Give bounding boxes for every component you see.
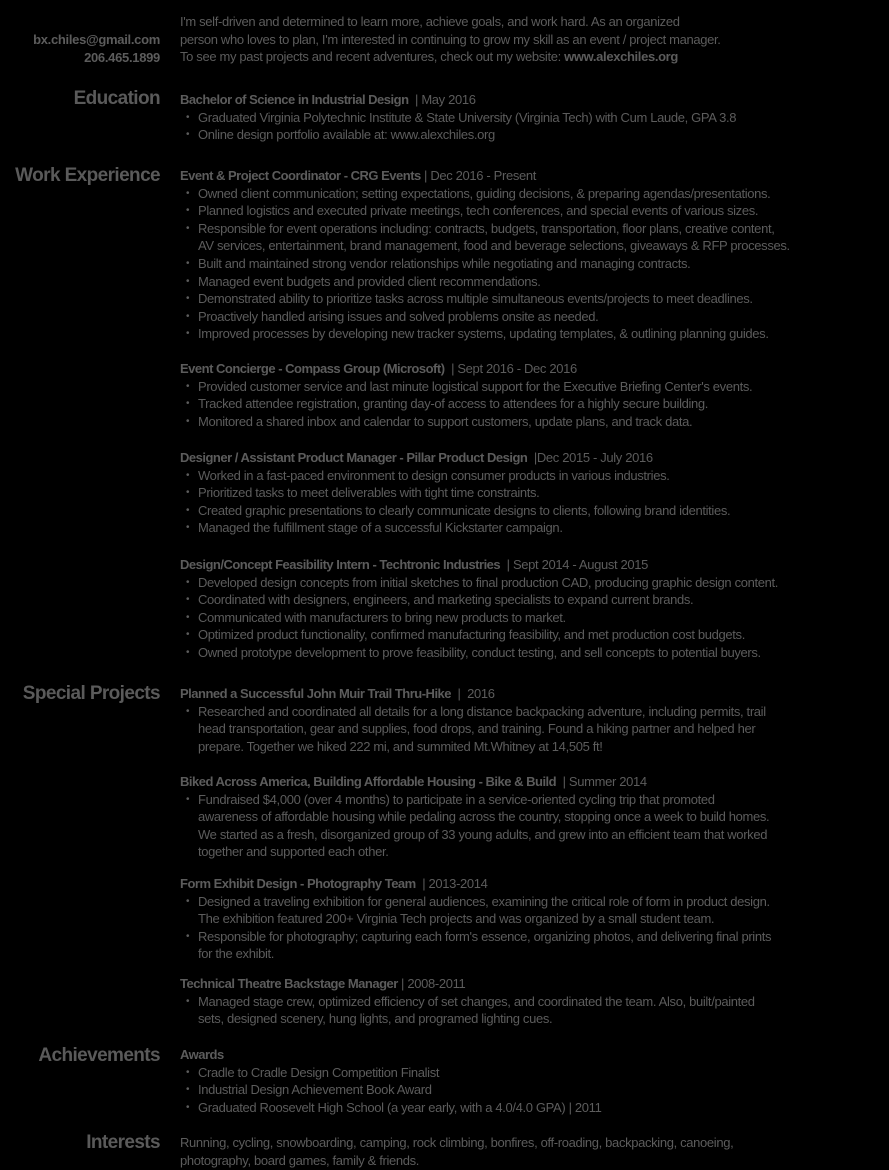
project-bullets	[180, 703, 889, 756]
project-bullets	[180, 791, 889, 861]
bullet-text: sets, designed scenery, hung lights, and programed lighting cues.	[198, 1011, 553, 1027]
bullet-text: • Provided customer service and last minute logistical support for the Executive Briefing Center's events.	[198, 378, 753, 394]
job-bullets	[180, 378, 889, 431]
list-item	[180, 703, 889, 756]
bullet-text: • Communicated with manufacturers to bring new products to market.	[198, 609, 566, 625]
work-job-2	[180, 360, 889, 430]
interests-section	[180, 1134, 889, 1169]
section-heading-education: Education	[73, 88, 160, 109]
job-name: Event Concierge - Compass Group (Microsoft)	[180, 361, 445, 376]
bullet-text: • Optimized product functionality, confirmed manufacturing feasibility, and met production cost budgets.	[198, 627, 745, 643]
contact-block	[33, 31, 160, 66]
list-item	[180, 126, 889, 144]
job-bullets	[180, 574, 889, 662]
list-item	[180, 185, 889, 203]
phone: 206.465.1899	[84, 49, 160, 65]
project-title	[180, 773, 889, 791]
degree-title	[180, 91, 889, 109]
bullet-text: • Responsible for event operations including: contracts, budgets, transportation, floor plans, creative content,	[198, 220, 775, 236]
project-title	[180, 685, 889, 703]
work-job-1	[180, 167, 889, 343]
list-item	[180, 519, 889, 537]
education-bullets	[180, 109, 889, 144]
job-date: |Dec 2015 - July 2016	[527, 450, 653, 465]
project-3	[180, 875, 889, 963]
bullet-text: • Owned client communication; setting expectations, guiding decisions, & preparing agendas/presentations.	[198, 185, 771, 201]
list-item	[180, 484, 889, 502]
list-item	[180, 325, 889, 343]
project-name: Biked Across America, Building Affordable Housing - Bike & Build	[180, 774, 557, 789]
awards-bullets	[180, 1064, 889, 1117]
bullet-text: • Cradle to Cradle Design Competition Finalist	[198, 1064, 440, 1080]
section-heading-achievements: Achievements	[38, 1045, 160, 1066]
intro-line-2: person who loves to plan, I'm interested in continuing to grow my skill as an event / project manager.	[180, 31, 721, 47]
interests-line-2: photography, board games, family & friends.	[180, 1152, 420, 1168]
list-item	[180, 395, 889, 413]
work-job-3	[180, 449, 889, 537]
project-bullets	[180, 893, 889, 963]
list-item	[180, 591, 889, 609]
job-title	[180, 449, 889, 467]
bullet-text: • Demonstrated ability to prioritize tasks across multiple simultaneous events/projects to meet deadlines.	[198, 291, 753, 307]
list-item	[180, 255, 889, 273]
intro	[180, 13, 889, 66]
intro-text: To see my past projects and recent adventures, check out my website:	[180, 49, 565, 65]
job-name: Designer / Assistant Product Manager - Pillar Product Design	[180, 450, 528, 465]
bullet-text: head transportation, gear and supplies, food drops, and training. Found a hiking partner and helped her	[198, 721, 756, 737]
bullet-text: • Designed a traveling exhibition for general audiences, examining the critical role of form in product design.	[198, 893, 770, 909]
bullet-text: for the exhibit.	[198, 946, 275, 962]
bullet-text: • Responsible for photography; capturing each form's essence, organizing photos, and delivering final prints	[198, 928, 772, 944]
job-title	[180, 556, 889, 574]
job-bullets	[180, 467, 889, 537]
project-2	[180, 773, 889, 861]
bullet-text: • Prioritized tasks to meet deliverables with tight time constraints.	[198, 485, 540, 501]
list-item	[180, 467, 889, 485]
job-title	[180, 167, 889, 185]
list-item	[180, 502, 889, 520]
bullet-text: • Worked in a fast-paced environment to design consumer products in various industries.	[198, 467, 670, 483]
bullet-text: • Managed the fulfillment stage of a successful Kickstarter campaign.	[198, 520, 563, 536]
section-heading-work: Work Experience	[15, 165, 160, 186]
bullet-text: • Improved processes by developing new tracker systems, updating templates, & outlining planning guides.	[198, 326, 769, 342]
project-date: | Summer 2014	[556, 774, 647, 789]
bullet-text: awareness of affordable housing while pedaling across the country, stopping once a week to build homes.	[198, 809, 770, 825]
list-item	[180, 609, 889, 627]
interests-line-1: Running, cycling, snowboarding, camping, rock climbing, bonfires, off-roading, backpacking, canoeing,	[180, 1135, 734, 1150]
project-name: Planned a Successful John Muir Trail Thru-Hike	[180, 686, 452, 701]
job-bullets	[180, 185, 889, 343]
list-item	[180, 993, 889, 1028]
job-date: | Sept 2016 - Dec 2016	[444, 361, 577, 376]
bullet-text: • Proactively handled arising issues and solved problems onsite as needed.	[198, 308, 599, 324]
list-item	[180, 308, 889, 326]
bullet-text: • Owned prototype development to prove feasibility, conduct testing, and sell concepts to potential buyers.	[198, 644, 761, 660]
list-item	[180, 109, 889, 127]
bullet-text: • Built and maintained strong vendor relationships while negotiating and managing contracts.	[198, 255, 691, 271]
email[interactable]: bx.chiles@gmail.com	[33, 32, 160, 47]
degree-date: | May 2016	[408, 92, 476, 107]
bullet-text: • Managed event budgets and provided client recommendations.	[198, 273, 541, 289]
job-title	[180, 360, 889, 378]
project-bullets	[180, 993, 889, 1028]
job-date: | Dec 2016 - Present	[420, 168, 537, 183]
list-item	[180, 1099, 889, 1117]
list-item	[180, 273, 889, 291]
achievements-section	[180, 1046, 889, 1116]
project-name: Technical Theatre Backstage Manager	[180, 976, 398, 991]
website-link[interactable]: www.alexchiles.org	[564, 49, 678, 65]
work-job-4	[180, 556, 889, 662]
list-item	[180, 574, 889, 592]
bullet-text: • Monitored a shared inbox and calendar to support customers, update plans, and track data.	[198, 413, 693, 429]
job-name: Design/Concept Feasibility Intern - Techtronic Industries	[180, 557, 501, 572]
intro-line-1: I'm self-driven and determined to learn more, achieve goals, and work hard. As an organized	[180, 14, 680, 29]
project-date: | 2013-2014	[415, 876, 488, 891]
project-date: | 2008-2011	[397, 976, 466, 991]
bullet-text: prepare. Together we hiked 222 mi, and summited Mt.Whitney at 14,505 ft!	[198, 738, 603, 754]
education-section	[180, 91, 889, 144]
project-title	[180, 875, 889, 893]
project-name: Form Exhibit Design - Photography Team	[180, 876, 416, 891]
list-item	[180, 1081, 889, 1099]
intro-line-3	[180, 48, 889, 66]
degree-name: Bachelor of Science in Industrial Design	[180, 92, 409, 107]
list-item	[180, 413, 889, 431]
bullet-text: • Developed design concepts from initial sketches to final production CAD, producing graphic design content.	[198, 574, 779, 590]
awards-title: Awards	[180, 1047, 224, 1062]
section-heading-projects: Special Projects	[22, 683, 160, 704]
bullet-text: • Tracked attendee registration, granting day-of access to attendees for a highly secure building.	[198, 396, 709, 412]
section-heading-interests: Interests	[86, 1132, 160, 1153]
bullet-text: • Online design portfolio available at: www.alexchiles.org	[198, 127, 495, 143]
bullet-text: • Researched and coordinated all details for a long distance backpacking adventure, including permits, trail	[198, 703, 766, 719]
job-name: Event & Project Coordinator - CRG Events	[180, 168, 421, 183]
project-4	[180, 975, 889, 1028]
bullet-text: AV services, entertainment, brand management, food and beverage selections, giveaways & RFP processes.	[198, 238, 790, 254]
list-item	[180, 928, 889, 963]
job-date: | Sept 2014 - August 2015	[500, 557, 649, 572]
list-item	[180, 202, 889, 220]
bullet-text: • Fundraised $4,000 (over 4 months) to participate in a service-oriented cycling trip that promoted	[198, 791, 715, 807]
list-item	[180, 290, 889, 308]
bullet-text: • Coordinated with designers, engineers, and marketing specialists to expand current brands.	[198, 592, 694, 608]
bullet-text: • Planned logistics and executed private meetings, tech conferences, and special events of various sizes.	[198, 203, 759, 219]
list-item	[180, 791, 889, 861]
bullet-text: • Managed stage crew, optimized efficiency of set changes, and coordinated the team. Also, built/painted	[198, 993, 755, 1009]
bullet-text: together and supported each other.	[198, 844, 389, 860]
bullet-text: The exhibition featured 200+ Virginia Tech projects and was organized by a small student team.	[198, 911, 715, 927]
list-item	[180, 1064, 889, 1082]
list-item	[180, 626, 889, 644]
list-item	[180, 378, 889, 396]
bullet-text: • Graduated Roosevelt High School (a year early, with a 4.0/4.0 GPA) | 2011	[198, 1099, 602, 1115]
list-item	[180, 893, 889, 928]
project-title	[180, 975, 889, 993]
project-1	[180, 685, 889, 755]
bullet-text: • Graduated Virginia Polytechnic Institute & State University (Virginia Tech) with Cum Laude, GPA 3.8	[198, 109, 737, 125]
bullet-text: • Created graphic presentations to clearly communicate designs to clients, following brand identities.	[198, 502, 731, 518]
list-item	[180, 220, 889, 255]
project-date: | 2016	[451, 686, 495, 701]
bullet-text: We started as a fresh, disorganized group of 33 young adults, and grew into an efficient team that worked	[198, 826, 768, 842]
list-item	[180, 644, 889, 662]
bullet-text: • Industrial Design Achievement Book Award	[198, 1082, 432, 1098]
